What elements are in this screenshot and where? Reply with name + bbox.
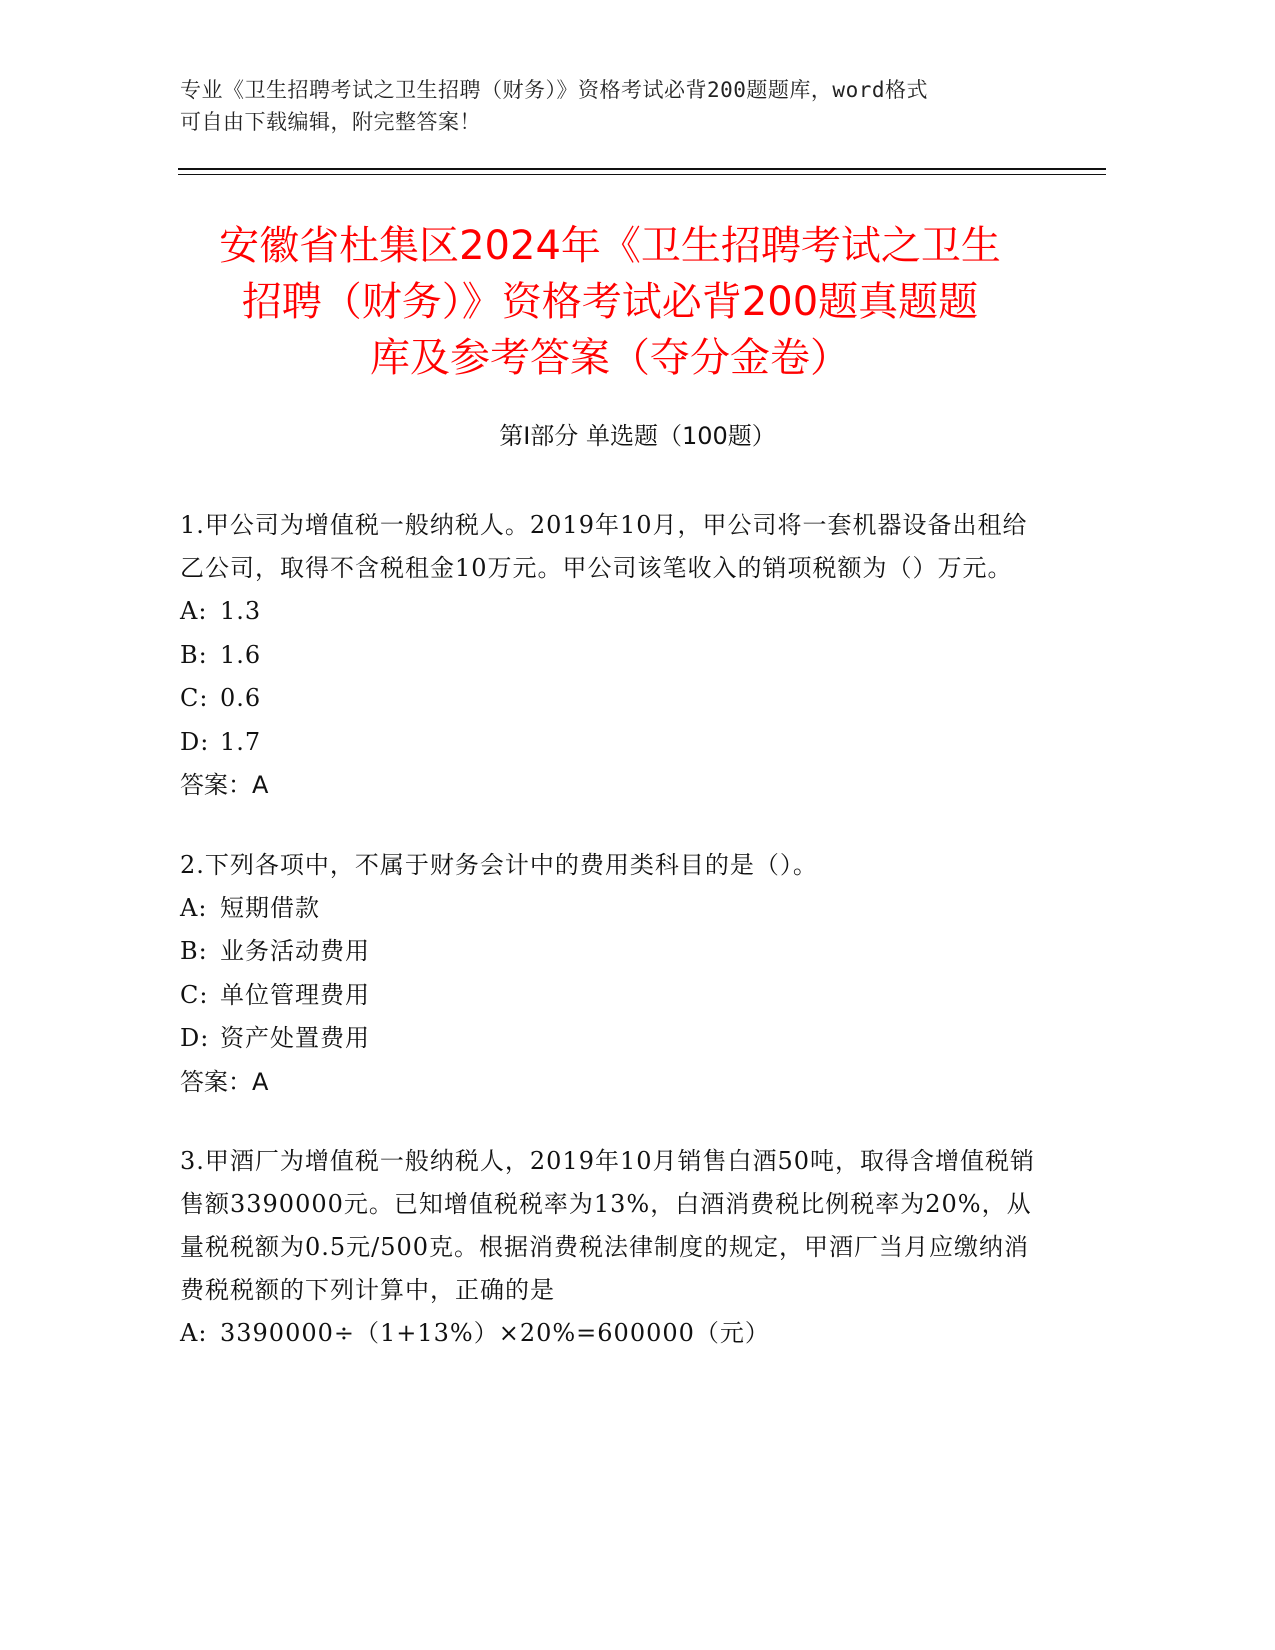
option-key: A: — [180, 597, 208, 625]
option-text: 单位管理费用 — [220, 980, 370, 1009]
question-3 — [180, 1140, 1040, 1356]
question-stem: 3.甲酒厂为增值税一般纳税人，2019年10月销售白酒50吨，取得含增值税销售额3390000元。已知增值税税率为13%，白酒消费税比例税率为20%，从量税税额为0.5元/500克。根据消费税法律制度的规定，甲酒厂当月应缴纳消费税税额的下列计算中，正确的是 — [180, 1147, 1036, 1304]
option-key: B: — [180, 937, 208, 965]
option-text: 资产处置费用 — [220, 1024, 370, 1052]
option-b — [180, 634, 1040, 678]
option-text: 1.6 — [220, 640, 262, 669]
header-divider-thick — [178, 168, 1106, 170]
option-b — [180, 930, 1040, 974]
option-text: 1.3 — [220, 597, 262, 625]
header-divider-thin — [178, 174, 1106, 175]
header-note-line-1: 专业《卫生招聘考试之卫生招聘（财务）》资格考试必背200题题库，word格式 — [180, 78, 928, 102]
question-1 — [180, 504, 1040, 808]
answer-line: 答案：A — [180, 771, 269, 799]
option-a — [180, 590, 1040, 634]
option-key: D: — [180, 727, 210, 756]
question-2 — [180, 844, 1040, 1105]
option-text: 业务活动费用 — [220, 937, 370, 965]
option-d — [180, 1017, 1040, 1061]
question-stem: 1.甲公司为增值税一般纳税人。2019年10月，甲公司将一套机器设备出租给乙公司，取得不含税租金10万元。甲公司该笔收入的销项税额为（）万元。 — [180, 511, 1028, 582]
option-c — [180, 974, 1040, 1018]
option-text: 0.6 — [220, 684, 262, 712]
answer-line: 答案：A — [180, 1067, 269, 1096]
header-note-line-2: 可自由下载编辑，附完整答案！ — [180, 110, 481, 134]
option-key: B: — [180, 640, 208, 669]
option-text: 3390000÷（1+13%）×20%=600000（元） — [220, 1319, 770, 1347]
option-text: 短期借款 — [220, 893, 320, 922]
option-key: A: — [180, 1319, 208, 1347]
question-stem: 2.下列各项中，不属于财务会计中的费用类科目的是（）。 — [180, 850, 818, 879]
option-key: C: — [180, 980, 209, 1009]
document-title-line-1: 安徽省杜集区2024年《卫生招聘考试之卫生 — [219, 223, 1001, 269]
header-note — [180, 74, 1040, 138]
option-key: A: — [180, 893, 208, 922]
question-list — [180, 504, 1040, 1392]
option-a — [180, 1312, 1040, 1356]
option-a — [180, 887, 1040, 931]
document-title-line-3: 库及参考答案（夺分金卷） — [370, 335, 850, 381]
option-text: 1.7 — [220, 727, 262, 756]
document-title-line-2: 招聘（财务）》资格考试必背200题真题题 — [241, 279, 979, 325]
document-title — [160, 218, 1060, 386]
option-d — [180, 721, 1040, 765]
option-key: C: — [180, 684, 209, 712]
option-c — [180, 677, 1040, 721]
section-title: 第Ⅰ部分 单选题（100题） — [499, 422, 776, 450]
option-key: D: — [180, 1024, 210, 1052]
